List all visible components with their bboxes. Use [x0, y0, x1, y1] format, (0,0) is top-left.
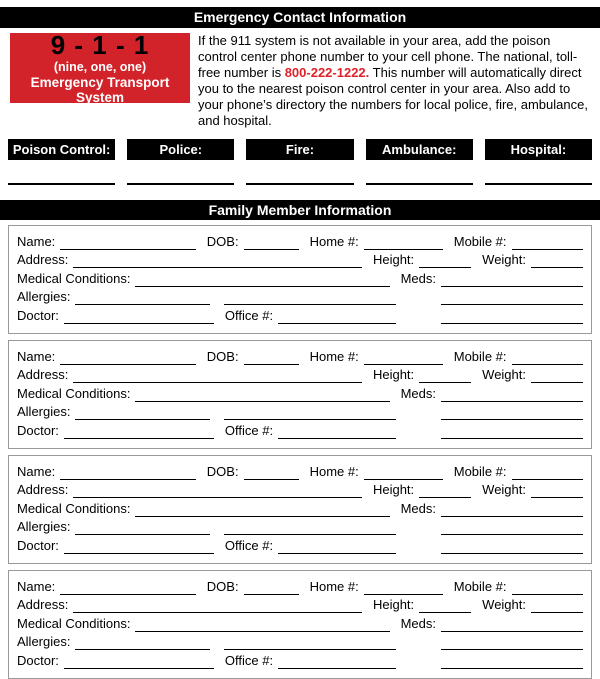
badge-911-words: (nine, one, one)	[53, 59, 147, 74]
family-member-card	[8, 340, 592, 449]
weight-fill-line	[531, 495, 583, 498]
doctor-fill-line	[64, 321, 214, 324]
doctor-fill-line	[64, 551, 214, 554]
office-phone-fill-line	[278, 321, 396, 324]
height-fill-line	[419, 265, 471, 268]
office-phone-label: Office #:	[224, 652, 274, 668]
dob-fill-line	[244, 362, 299, 365]
meds-label: Meds:	[400, 615, 436, 631]
allergies-fill-line	[75, 417, 210, 420]
contact-fill-line	[127, 183, 234, 185]
height-fill-line	[419, 380, 471, 383]
member-row-medical	[17, 498, 583, 517]
contact-fill-line	[485, 183, 592, 185]
dob-label: DOB:	[206, 463, 239, 479]
address-fill-line	[73, 610, 362, 613]
contact-label-hospital: Hospital:	[485, 139, 592, 160]
height-fill-line	[419, 495, 471, 498]
weight-fill-line	[531, 265, 583, 268]
home-phone-label: Home #:	[309, 578, 359, 594]
member-row-doctor	[17, 305, 583, 324]
member-row-allergies	[17, 517, 583, 536]
home-phone-label: Home #:	[309, 233, 359, 249]
home-phone-fill-line	[364, 592, 443, 595]
family-member-title: Family Member Information	[208, 202, 392, 218]
allergies-label: Allergies:	[17, 519, 71, 535]
member-row-medical	[17, 268, 583, 287]
allergies-fill-line	[75, 532, 210, 535]
member-row-allergies	[17, 632, 583, 651]
meds-fill-line	[441, 399, 583, 402]
name-fill-line	[60, 362, 195, 365]
member-row-medical	[17, 383, 583, 402]
emergency-contact-title: Emergency Contact Information	[193, 9, 407, 25]
allergies-fill-line	[75, 647, 210, 650]
family-member-title-bar	[0, 200, 600, 220]
emergency-contact-title-bar	[0, 7, 600, 28]
weight-label: Weight:	[482, 482, 526, 498]
allergies-label: Allergies:	[17, 634, 71, 650]
height-label: Height:	[372, 367, 415, 383]
contact-label-ambulance: Ambulance:	[366, 139, 473, 160]
member-row-address	[17, 365, 583, 384]
height-label: Height:	[372, 482, 415, 498]
allergies-fill-line	[75, 302, 210, 305]
address-fill-line	[73, 380, 362, 383]
member-row-address	[17, 480, 583, 499]
allergies-extra-fill-line	[224, 647, 396, 650]
member-row-identity	[17, 231, 583, 250]
height-label: Height:	[372, 252, 415, 268]
address-label: Address:	[17, 597, 69, 613]
dob-label: DOB:	[206, 348, 239, 364]
member-row-doctor	[17, 420, 583, 439]
allergies-label: Allergies:	[17, 289, 71, 305]
address-label: Address:	[17, 252, 69, 268]
contact-fill-line	[246, 183, 353, 185]
medical-conditions-label: Medical Conditions:	[17, 270, 131, 286]
contact-labels-row	[8, 139, 592, 160]
mobile-phone-label: Mobile #:	[453, 578, 507, 594]
intro-section	[10, 29, 590, 129]
mobile-phone-label: Mobile #:	[453, 348, 507, 364]
contact-fill-lines-row	[8, 183, 592, 185]
mobile-phone-fill-line	[512, 362, 584, 365]
contact-fill-line	[366, 183, 473, 185]
meds-extra-fill-line-2	[441, 321, 583, 324]
allergies-extra-fill-line	[224, 302, 396, 305]
family-member-card	[8, 225, 592, 334]
emergency-911-badge	[10, 29, 190, 105]
name-label: Name:	[17, 578, 56, 594]
dob-fill-line	[244, 592, 299, 595]
doctor-fill-line	[64, 436, 214, 439]
member-row-identity	[17, 346, 583, 365]
weight-fill-line	[531, 610, 583, 613]
mobile-phone-label: Mobile #:	[453, 463, 507, 479]
meds-extra-fill-line-2	[441, 436, 583, 439]
member-row-identity	[17, 576, 583, 595]
badge-transport-caption: Emergency Transport System	[30, 74, 170, 105]
weight-label: Weight:	[482, 597, 526, 613]
height-label: Height:	[372, 597, 415, 613]
doctor-label: Doctor:	[17, 652, 59, 668]
allergies-label: Allergies:	[17, 404, 71, 420]
meds-extra-fill-line-2	[441, 666, 583, 669]
allergies-extra-fill-line	[224, 532, 396, 535]
home-phone-label: Home #:	[309, 463, 359, 479]
home-phone-fill-line	[364, 477, 443, 480]
poison-control-phone-number: 800-222-1222.	[284, 65, 370, 80]
meds-extra-fill-line-1	[441, 647, 583, 650]
intro-text-after: This number will automatically direct you to the nearest poison control center in your area. Also add to your phone’s directory the numbers for local police, fire, ambulance, and hospital.	[198, 65, 588, 128]
meds-extra-fill-line-1	[441, 532, 583, 535]
contact-label-fire: Fire:	[246, 139, 353, 160]
dob-label: DOB:	[206, 578, 239, 594]
member-row-identity	[17, 461, 583, 480]
family-member-list	[0, 225, 600, 679]
member-row-medical	[17, 613, 583, 632]
meds-label: Meds:	[400, 385, 436, 401]
office-phone-label: Office #:	[224, 422, 274, 438]
allergies-extra-fill-line	[224, 417, 396, 420]
meds-fill-line	[441, 284, 583, 287]
office-phone-label: Office #:	[224, 537, 274, 553]
medical-conditions-label: Medical Conditions:	[17, 615, 131, 631]
home-phone-fill-line	[364, 247, 443, 250]
office-phone-fill-line	[278, 436, 396, 439]
member-row-address	[17, 595, 583, 614]
mobile-phone-label: Mobile #:	[453, 233, 507, 249]
meds-label: Meds:	[400, 500, 436, 516]
office-phone-fill-line	[278, 551, 396, 554]
family-member-card	[8, 455, 592, 564]
member-row-doctor	[17, 535, 583, 554]
doctor-fill-line	[64, 666, 214, 669]
doctor-label: Doctor:	[17, 422, 59, 438]
member-row-doctor	[17, 650, 583, 669]
height-fill-line	[419, 610, 471, 613]
contact-label-police: Police:	[127, 139, 234, 160]
mobile-phone-fill-line	[512, 247, 584, 250]
dob-fill-line	[244, 247, 299, 250]
name-fill-line	[60, 592, 195, 595]
family-member-card	[8, 570, 592, 679]
meds-extra-fill-line-1	[441, 302, 583, 305]
contact-fill-line	[8, 183, 115, 185]
address-label: Address:	[17, 482, 69, 498]
member-row-address	[17, 250, 583, 269]
office-phone-fill-line	[278, 666, 396, 669]
dob-fill-line	[244, 477, 299, 480]
medical-conditions-label: Medical Conditions:	[17, 500, 131, 516]
contact-label-poison-control: Poison Control:	[8, 139, 115, 160]
medical-conditions-label: Medical Conditions:	[17, 385, 131, 401]
doctor-label: Doctor:	[17, 537, 59, 553]
dob-label: DOB:	[206, 233, 239, 249]
doctor-label: Doctor:	[17, 307, 59, 323]
intro-paragraph	[198, 33, 590, 129]
medical-conditions-fill-line	[135, 284, 389, 287]
name-label: Name:	[17, 233, 56, 249]
medical-conditions-fill-line	[135, 399, 389, 402]
badge-911-number: 9 - 1 - 1	[50, 29, 150, 60]
name-label: Name:	[17, 463, 56, 479]
weight-fill-line	[531, 380, 583, 383]
meds-label: Meds:	[400, 270, 436, 286]
member-row-allergies	[17, 402, 583, 421]
weight-label: Weight:	[482, 367, 526, 383]
address-fill-line	[73, 495, 362, 498]
intro-text-before: If the 911 system is not available in your area, add the poison control center phone number to your cell phone. The national, toll-free number is	[198, 33, 578, 80]
meds-fill-line	[441, 514, 583, 517]
meds-extra-fill-line-2	[441, 551, 583, 554]
meds-extra-fill-line-1	[441, 417, 583, 420]
address-label: Address:	[17, 367, 69, 383]
office-phone-label: Office #:	[224, 307, 274, 323]
meds-fill-line	[441, 629, 583, 632]
home-phone-label: Home #:	[309, 348, 359, 364]
weight-label: Weight:	[482, 252, 526, 268]
mobile-phone-fill-line	[512, 477, 584, 480]
mobile-phone-fill-line	[512, 592, 584, 595]
name-label: Name:	[17, 348, 56, 364]
name-fill-line	[60, 247, 195, 250]
home-phone-fill-line	[364, 362, 443, 365]
member-row-allergies	[17, 287, 583, 306]
medical-conditions-fill-line	[135, 514, 389, 517]
medical-conditions-fill-line	[135, 629, 389, 632]
address-fill-line	[73, 265, 362, 268]
name-fill-line	[60, 477, 195, 480]
